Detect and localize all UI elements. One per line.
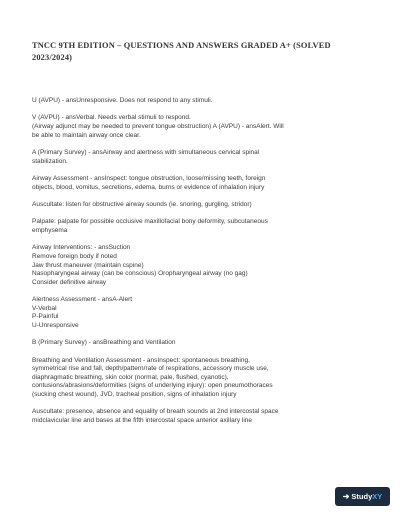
arrow-icon: ➜ [342,492,350,501]
paragraph [32,357,378,400]
paragraph-line: B (Primary Survey) - ansBreathing and Ventilation [32,339,176,347]
paragraph-line: Palpate: palpate for possible occlusive maxillofacial bony deformity, subcutaneous [32,218,268,226]
paragraph [32,339,378,348]
paragraph [32,201,378,210]
paragraph-line: stabilization. [32,157,68,165]
paragraph-line: objects, blood, vomitus, secretions, edema, burns or evidence of inhalation injury [32,183,265,191]
document-title [32,40,372,63]
paragraph-line: (Airway adjunct may be needed to prevent tongue obstruction) A (AVPU) - ansAlert. Will [32,122,284,130]
paragraph [32,149,378,166]
paragraph-line: be able to maintain airway once clear. [32,131,141,139]
paragraph-line: Auscultate: presence, absence and equality of breath sounds at 2nd intercostal space [32,408,279,416]
title-line: 2023/2024) [32,52,73,62]
paragraph-line: Airway Interventions: - ansSuction [32,244,131,252]
paragraph-line: Airway Assessment - ansInspect: tongue obstruction, loose/missing teeth, foreign [32,174,266,182]
paragraph-line: symmetrical rise and fall, depth/pattern/rate of respirations, accessory muscle use, [32,365,269,373]
paragraph-line: Jaw thrust maneuver (maintain cspine) [32,261,144,269]
paragraph [32,218,378,235]
title-line: TNCC 9TH EDITION – QUESTIONS AND ANSWERS GRADED A+ (SOLVED [32,41,331,50]
badge-text-xy: XY [372,492,383,501]
paragraph-line: A (Primary Survey) - ansAirway and alertness with simultaneous cervical spinal [32,148,260,156]
paragraph-line: emphysema [32,226,68,234]
paragraph-line: Nasopharyngeal airway (can be conscious) Oropharyngeal airway (no gag) [32,270,248,278]
paragraph-line: midclavicular line and bases at the fifth intercostal space anterior axillary line [32,417,253,424]
document-body [32,97,378,434]
paragraph-line: Consider definitive airway [32,278,107,286]
paragraph-line: P-Painful [32,313,59,321]
paragraph [32,97,378,106]
paragraph [32,175,378,192]
paragraph [32,114,378,140]
paragraph-line: Auscultate: listen for obstructive airway sounds (ie. snoring, gurgling, stridor) [32,200,252,208]
paragraph-line: U (AVPU) - ansUnresponsive. Does not respond to any stimuli. [32,97,213,104]
studyxy-badge[interactable] [335,487,390,506]
paragraph [32,408,378,425]
paragraph-line: V (AVPU) - ansVerbal. Needs verbal stimuli to respond. [32,114,191,122]
badge-text-study: Study [351,492,373,501]
paragraph-line: contusions/abrasions/deformities (signs of underlying injury): open pneumothoraces [32,382,273,390]
paragraph-line: Alertness Assessment - ansA-Alert [32,296,133,304]
paragraph-line: (sucking chest wound), JVD, tracheal position, signs of inhalation injury [32,391,237,399]
paragraph [32,244,378,287]
paragraph-line: V-Verbal [32,304,57,312]
paragraph [32,296,378,330]
paragraph-line: Breathing and Ventilation Assessment - ansInspect: spontaneous breathing, [32,356,250,364]
paragraph-line: U-Unresponsive [32,321,79,329]
paragraph-line: Remove foreign body if noted [32,252,117,260]
paragraph-line: diaphragmatic breathing, skin color (normal, pale, flushed, cyanotic), [32,373,229,381]
